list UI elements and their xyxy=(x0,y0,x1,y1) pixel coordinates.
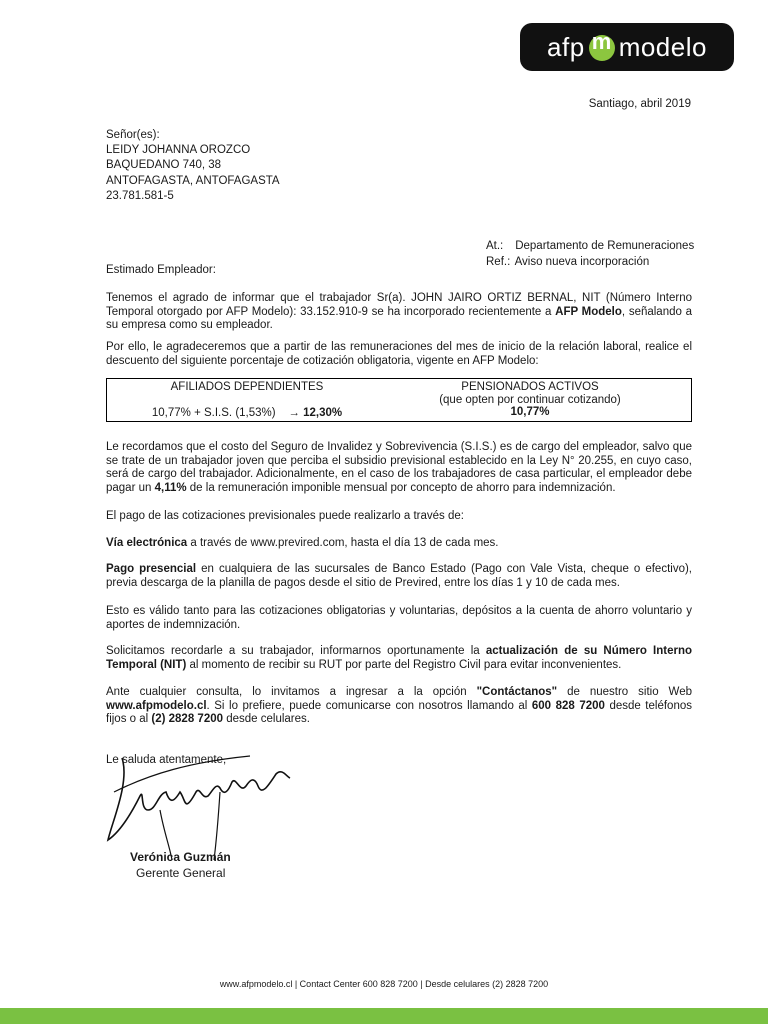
paragraph-nit xyxy=(106,645,692,672)
p9-i: desde celulares. xyxy=(223,713,310,726)
p9-b: "Contáctanos" xyxy=(476,686,558,698)
p8-text-end: al momento de recibir su RUT por parte del Registro Civil para evitar inconvenientes. xyxy=(186,658,622,671)
address-line: 23.781.581-5 xyxy=(106,189,174,202)
pensioners-header: PENSIONADOS ACTIVOS xyxy=(461,381,599,393)
greeting: Estimado Empleador: xyxy=(106,264,216,276)
afp-modelo-logo xyxy=(520,23,734,71)
p9-d: www.afpmodelo.cl xyxy=(106,699,207,712)
footer-green-bar xyxy=(0,1008,768,1024)
paragraph-discount: Por ello, le agradeceremos que a partir de las remuneraciones del mes de inicio de la relación laboral, realice el descuento del siguiente porcentaje de cotización obligatoria, vigente en AFP Modelo: xyxy=(106,341,692,367)
footer-contact: www.afpmodelo.cl | Contact Center 600 828 7200 | Desde celulares (2) 2828 7200 xyxy=(219,979,549,989)
p6-text: en cualquiera de las sucursales de Banco Estado (Pago con Vale Vista, cheque o efectivo), previa descarga de la planilla de pagos desde el sitio de Previred, entre los días 1 y 10 de cada mes. xyxy=(106,563,692,589)
at-value: Departamento de Remuneraciones xyxy=(515,240,695,252)
pensioners-total: 10,77% xyxy=(510,406,550,418)
paragraph-in-person xyxy=(106,563,692,590)
paragraph-validity: Esto es válido tanto para las cotizaciones obligatorias y voluntarias, depósitos a la cuenta de ahorro voluntario y aportes de indemnización. xyxy=(106,605,692,631)
p1-text-end: , señalando a su empresa como su empleador. xyxy=(106,305,692,332)
p9-a: Ante cualquier consulta, lo invitamos a ingresar a la opción xyxy=(106,686,477,698)
rates-table xyxy=(106,378,692,422)
p3-text-end: de la remuneración imponible mensual por concepto de ahorro para indemnización. xyxy=(186,481,616,494)
p8-text: Solicitamos recordarle a su trabajador, informarnos oportunamente la xyxy=(106,645,486,657)
p9-c: de nuestro sitio Web xyxy=(557,686,692,698)
logo-text-modelo: modelo xyxy=(618,31,707,62)
paragraph-sis xyxy=(106,441,692,495)
p9-f: 600 828 7200 xyxy=(531,699,605,712)
logo-text-afp: afp xyxy=(547,31,585,62)
dependents-header: AFILIADOS DEPENDIENTES xyxy=(170,381,324,393)
closing: Le saluda atentamente, xyxy=(106,754,227,766)
signatory-role: Gerente General xyxy=(136,866,226,880)
pensioners-column xyxy=(405,381,655,419)
ref-label: Ref.: xyxy=(486,256,511,268)
dependents-total: 12,30% xyxy=(303,406,343,419)
p9-g: desde teléfonos fijos o al xyxy=(106,699,692,726)
address-line: BAQUEDANO 740, 38 xyxy=(106,159,222,172)
p9-h: (2) 2828 7200 xyxy=(151,713,224,726)
address-line: LEIDY JOHANNA OROZCO xyxy=(106,144,251,157)
dependents-column xyxy=(147,381,347,419)
p3-bold: 4,11% xyxy=(154,481,187,494)
p9-e: . Si lo prefiere, puede comunicarse con nosotros llamando al xyxy=(206,699,532,712)
address-line: Señor(es): xyxy=(106,129,160,141)
p5-bold: Vía electrónica xyxy=(106,537,188,549)
paragraph-contact xyxy=(106,686,692,727)
pensioners-subheader: (que opten por continuar cotizando) xyxy=(439,393,621,406)
p3-text: Le recordamos que el costo del Seguro de Invalidez y Sobrevivencia (S.I.S.) es de cargo del empleador, salvo que se trate de un trabajador joven que perciba el subsidio previsional establecido en la Ley N° 20.255, en cuyo caso, será de cargo del trabajador. Adicionalmente, en el caso de los trabajadores de casa particular, el empleador debe pagar un xyxy=(106,441,692,494)
signature-image xyxy=(100,752,300,862)
ref-value: Aviso nueva incorporación xyxy=(514,256,650,268)
at-label: At.: xyxy=(486,240,504,252)
p1-bold: AFP Modelo xyxy=(555,305,622,318)
dependents-formula: 10,77% + S.I.S. (1,53%) xyxy=(151,406,276,419)
signatory-name: Verónica Guzmán xyxy=(130,850,231,864)
letter-date: Santiago, abril 2019 xyxy=(588,98,691,110)
p8-bold: actualización de su Número Interno Temporal (NIT) xyxy=(106,645,692,671)
recipient-address xyxy=(106,128,280,204)
arrow-icon: → xyxy=(288,406,300,419)
p5-text: a través de www.previred.com, hasta el día 13 de cada mes. xyxy=(187,537,499,549)
paragraph-incorporation xyxy=(106,292,692,333)
address-line: ANTOFAGASTA, ANTOFAGASTA xyxy=(106,174,280,187)
p1-text: Tenemos el agrado de informar que el trabajador Sr(a). JOHN JAIRO ORTIZ BERNAL, NIT (Número Interno Temporal otorgado por AFP Modelo): 33.152.910-9 se ha incorporado recientemente a xyxy=(106,292,692,318)
paragraph-electronic xyxy=(106,537,692,551)
paragraph-payment-intro: El pago de las cotizaciones previsionales puede realizarlo a través de: xyxy=(106,510,464,522)
logo-m-icon xyxy=(589,35,615,61)
p6-bold: Pago presencial xyxy=(106,563,197,575)
